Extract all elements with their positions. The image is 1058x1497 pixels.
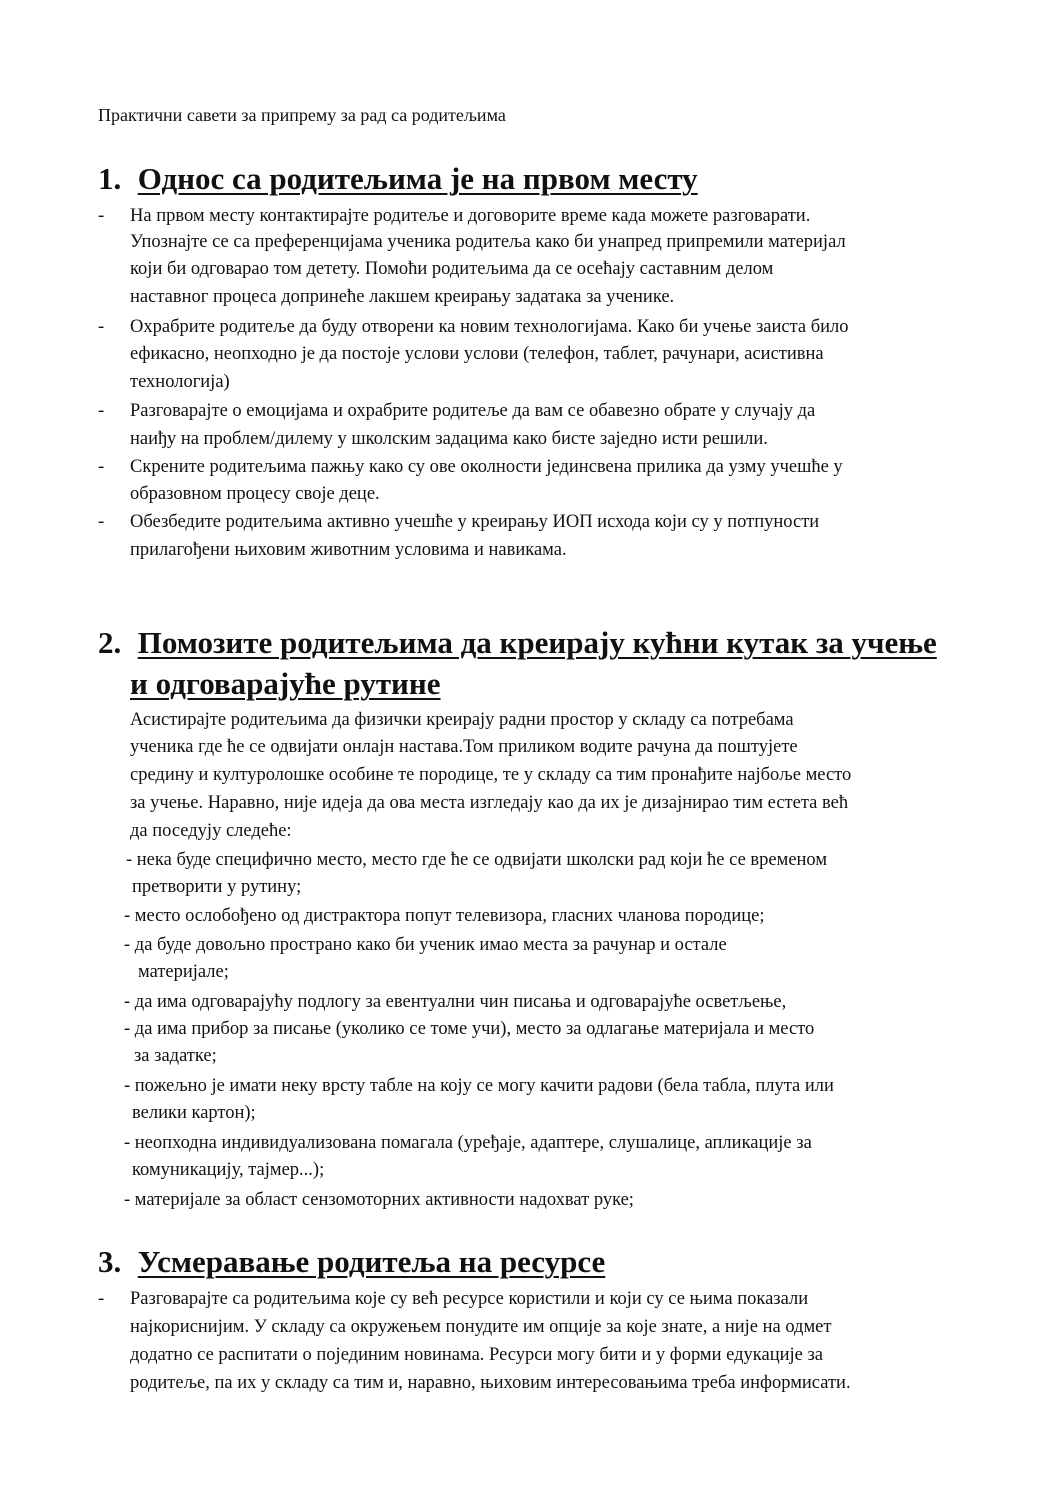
section-2-line: велики картон); <box>132 1103 256 1123</box>
section-3-line: Разговарајте са родитељима које су већ ресурсе користили и који су се њима показали <box>130 1289 809 1309</box>
bullet-dash: - <box>98 457 105 477</box>
section-1-line: који би одговарао том детету. Помоћи родитељима да се осећају саставним делом <box>130 259 774 279</box>
section-2-line: материјале; <box>138 962 229 982</box>
section-2-line: за учење. Наравно, није идеја да ова места изгледају као да их је дизајнирао тим естета већ <box>130 793 849 813</box>
section-2-line: - да буде довољно пространo како би ученик имао места за рачунар и остале <box>124 935 727 955</box>
section-2-line: да поседују следеће: <box>130 821 292 841</box>
section-1-heading <box>98 160 698 198</box>
section-2-line: - нека буде специфично место, место где ће се одвијати школски рад који ће се временом <box>126 850 828 870</box>
section-3-number: 3. <box>98 1244 122 1279</box>
section-1-line: наставног процеса допринеће лакшем креирању задатака за ученике. <box>130 287 675 307</box>
section-2-line: - материјале за област сензомоторних активности надохват руке; <box>124 1190 634 1210</box>
section-1-line: На првом месту контактирајте родитеље и договорите време када можете разговарати. <box>130 206 811 226</box>
section-1-line: Разговарајте о емоцијама и охрабрите родитеље да вам се обавезно обрате у случају да <box>130 401 816 421</box>
section-3-line: додатно се распитати о појединим новинама. Ресурси могу бити и у форми едукације за <box>130 1345 824 1365</box>
section-2-title-line-2: и одговарајуће рутине <box>130 666 441 701</box>
section-2-line: средину и културолошке особине те породице, те у складу са тим пронађите најбоље место <box>130 765 852 785</box>
bullet-dash: - <box>98 1289 105 1309</box>
section-2-number: 2. <box>98 625 122 660</box>
section-2-line: - да има прибор за писање (уколико се томе учи), место за одлагање материјала и место <box>124 1019 815 1039</box>
section-2-line: - место ослобођено од дистрактора попут телевизора, гласних чланова породице; <box>124 906 765 926</box>
bullet-dash: - <box>98 317 105 337</box>
section-1-line: наиђу на проблем/дилему у школским задацима како бисте заједно исти решили. <box>130 429 768 449</box>
section-1-line: Охрабрите родитеље да буду отворени ка новим технологијама. Како би учење заиста било <box>130 317 849 337</box>
section-3-line: родитеље, па их у складу са тим и, наравно, њиховим интересовањима треба информисати. <box>130 1373 851 1393</box>
section-1-line: Упознајте се са преференцијама ученика родитеља како би унапред припремили материјал <box>130 232 846 252</box>
section-2-heading <box>98 624 937 662</box>
section-2-line: ученика где ће се одвијати онлајн настава.Том приликом водите рачуна да поштујете <box>130 737 798 757</box>
section-2-line: Асистирајте родитељима да физички креирају радни простор у складу са потребама <box>130 710 794 730</box>
section-2-line: за задатке; <box>134 1046 217 1066</box>
bullet-dash: - <box>98 401 105 421</box>
section-1-title: Однос са родитељима је на првом месту <box>137 161 698 196</box>
section-1-line: прилагођени њиховим животним условима и навикама. <box>130 540 567 560</box>
section-3-heading <box>98 1243 605 1281</box>
section-2-line: претворити у рутину; <box>132 877 302 897</box>
section-2-title-line-1: Помозите родитељима да креирају кућни кутак за учење <box>137 625 937 660</box>
section-1-line: Обезбедите родитељима активно учешће у креирању ИОП исхода који су у потпуности <box>130 512 820 532</box>
document-intro: Практични савети за припрему за рад са родитељима <box>98 105 506 125</box>
section-1-line: Скрените родитељима пажњу како су ове околности јединсвена прилика да узму учешће у <box>130 457 843 477</box>
section-2-line: - да има одговарајућу подлогу за евентуални чин писања и одговарајуће осветљење, <box>124 992 787 1012</box>
section-1-number: 1. <box>98 161 122 196</box>
section-3-title: Усмеравање родитеља на ресурсе <box>137 1244 606 1279</box>
section-1-line: образовном процесу своје деце. <box>130 484 380 504</box>
section-1-line: технологија) <box>130 372 230 392</box>
section-3-line: најкориснијим. У складу са окружењем понудите им опције за које знате, а није на одмет <box>130 1317 832 1337</box>
bullet-dash: - <box>98 206 105 226</box>
bullet-dash: - <box>98 512 105 532</box>
section-2-line: - пожељно је имати неку врсту табле на коју се могу качити радови (бела табла, плута или <box>124 1076 834 1096</box>
section-2-line: - неопходна индивидуализована помагала (уређаје, адаптере, слушалице, апликације за <box>124 1133 812 1153</box>
section-1-line: ефикасно, неопходно је да постоје услови услови (телефон, таблет, рачунари, асистивна <box>130 344 824 364</box>
section-2-line: комуникацију, тајмер...); <box>132 1160 325 1180</box>
